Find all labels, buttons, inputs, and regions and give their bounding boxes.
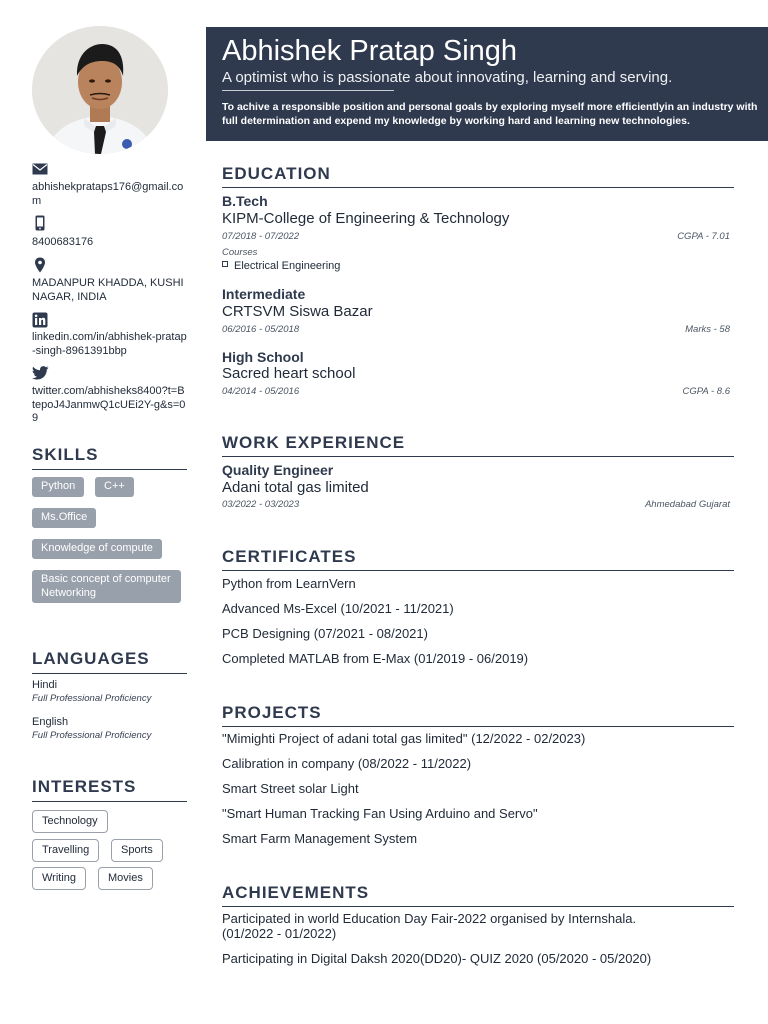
profile-photo [32, 26, 168, 154]
tagline: A optimist who is passionate about innovating, learning and serving. [222, 69, 673, 86]
certificate-item: Advanced Ms-Excel (10/2021 - 11/2021) [222, 601, 454, 616]
courses-label: Courses [222, 247, 258, 258]
education-score: Marks - 58 [685, 324, 730, 335]
education-degree: High School [222, 349, 304, 365]
achievement-item: Participating in Digital Daksh 2020(DD20)- QUIZ 2020 (05/2020 - 05/2020) [222, 951, 652, 966]
project-item: Calibration in company (08/2022 - 11/2022) [222, 756, 472, 771]
interest-tag: Travelling [32, 839, 99, 862]
candidate-name: Abhishek Pratap Singh [222, 35, 518, 67]
skill-tag: Ms.Office [32, 508, 96, 528]
phone-text[interactable]: 8400683176 [32, 236, 94, 248]
map-pin-icon [32, 257, 50, 273]
language-level: Full Professional Proficiency [32, 693, 152, 704]
skills-heading: SKILLS [32, 445, 187, 470]
work-heading: WORK EXPERIENCE [222, 433, 734, 457]
skill-tag: Basic concept of computer Networking [32, 570, 181, 603]
education-school: CRTSVM Siswa Bazar [222, 303, 373, 320]
interest-tag: Sports [111, 839, 163, 862]
languages-heading: LANGUAGES [32, 649, 187, 674]
job-title: Quality Engineer [222, 462, 334, 478]
certificate-item: Completed MATLAB from E-Max (01/2019 - 06/2019) [222, 651, 529, 666]
achievement-item: Participated in world Education Day Fair-2022 organised by Internshala. (01/2022 - 01/2022) [222, 911, 637, 941]
certificate-item: PCB Designing (07/2021 - 08/2021) [222, 626, 428, 641]
summary: To achive a responsible position and personal goals by exploring myself more efficientlyin an industry with full determination and expend my knowledge by working hard and learning new technologies. [222, 101, 758, 127]
job-dates: 03/2022 - 03/2023 [222, 499, 300, 510]
language-name: English [32, 716, 69, 728]
certificates-heading: CERTIFICATES [222, 547, 734, 571]
achievements-heading: ACHIEVEMENTS [222, 883, 734, 907]
course-item [222, 260, 340, 272]
job-location: Ahmedabad Gujarat [644, 499, 730, 510]
education-dates: 04/2014 - 05/2016 [222, 386, 300, 397]
linkedin-icon [32, 312, 50, 328]
project-item: Smart Farm Management System [222, 831, 418, 846]
education-dates: 06/2016 - 05/2018 [222, 324, 300, 335]
education-school: KIPM-College of Engineering & Technology [222, 210, 510, 227]
skill-tag: Python [32, 477, 84, 497]
sidebar [32, 0, 187, 1024]
education-dates: 07/2018 - 07/2022 [222, 231, 300, 242]
address-text: MADANPUR KHADDA, KUSHINAGAR, INDIA [32, 277, 184, 303]
language-name: Hindi [32, 679, 58, 691]
email-text[interactable]: abhishekprataps176@gmail.com [32, 181, 184, 207]
interest-tag: Writing [32, 867, 86, 890]
twitter-icon [32, 366, 50, 382]
education-score: CGPA - 7.01 [677, 231, 730, 242]
course-name: Electrical Engineering [234, 260, 341, 272]
language-level: Full Professional Proficiency [32, 730, 152, 741]
skill-tag: C++ [95, 477, 134, 497]
project-item: Smart Street solar Light [222, 781, 359, 796]
tagline-divider [222, 90, 394, 91]
education-degree: B.Tech [222, 193, 268, 209]
envelope-icon [32, 162, 50, 178]
twitter-text[interactable]: twitter.com/abhisheks8400?t=BtepoJ4JanmwQ1cUEi2Y-g&s=09 [32, 385, 186, 424]
interests-heading: INTERESTS [32, 777, 187, 802]
education-score: CGPA - 8.6 [682, 386, 730, 397]
certificate-item: Python from LearnVern [222, 576, 356, 591]
skill-tag: Knowledge of compute [32, 539, 162, 559]
phone-icon [32, 215, 50, 231]
linkedin-text[interactable]: linkedin.com/in/abhishek-pratap-singh-8961391bbp [32, 331, 187, 357]
education-degree: Intermediate [222, 286, 306, 302]
education-heading: EDUCATION [222, 164, 734, 188]
interest-tag: Movies [98, 867, 153, 890]
project-item: "Mimighti Project of adani total gas limited" (12/2022 - 02/2023) [222, 731, 586, 746]
project-item: "Smart Human Tracking Fan Using Arduino and Servo" [222, 806, 538, 821]
header-banner [206, 27, 768, 141]
interest-tag: Technology [32, 810, 108, 833]
projects-heading: PROJECTS [222, 703, 734, 727]
job-company: Adani total gas limited [222, 479, 369, 496]
bullet-square-icon [222, 261, 228, 267]
education-school: Sacred heart school [222, 365, 356, 382]
